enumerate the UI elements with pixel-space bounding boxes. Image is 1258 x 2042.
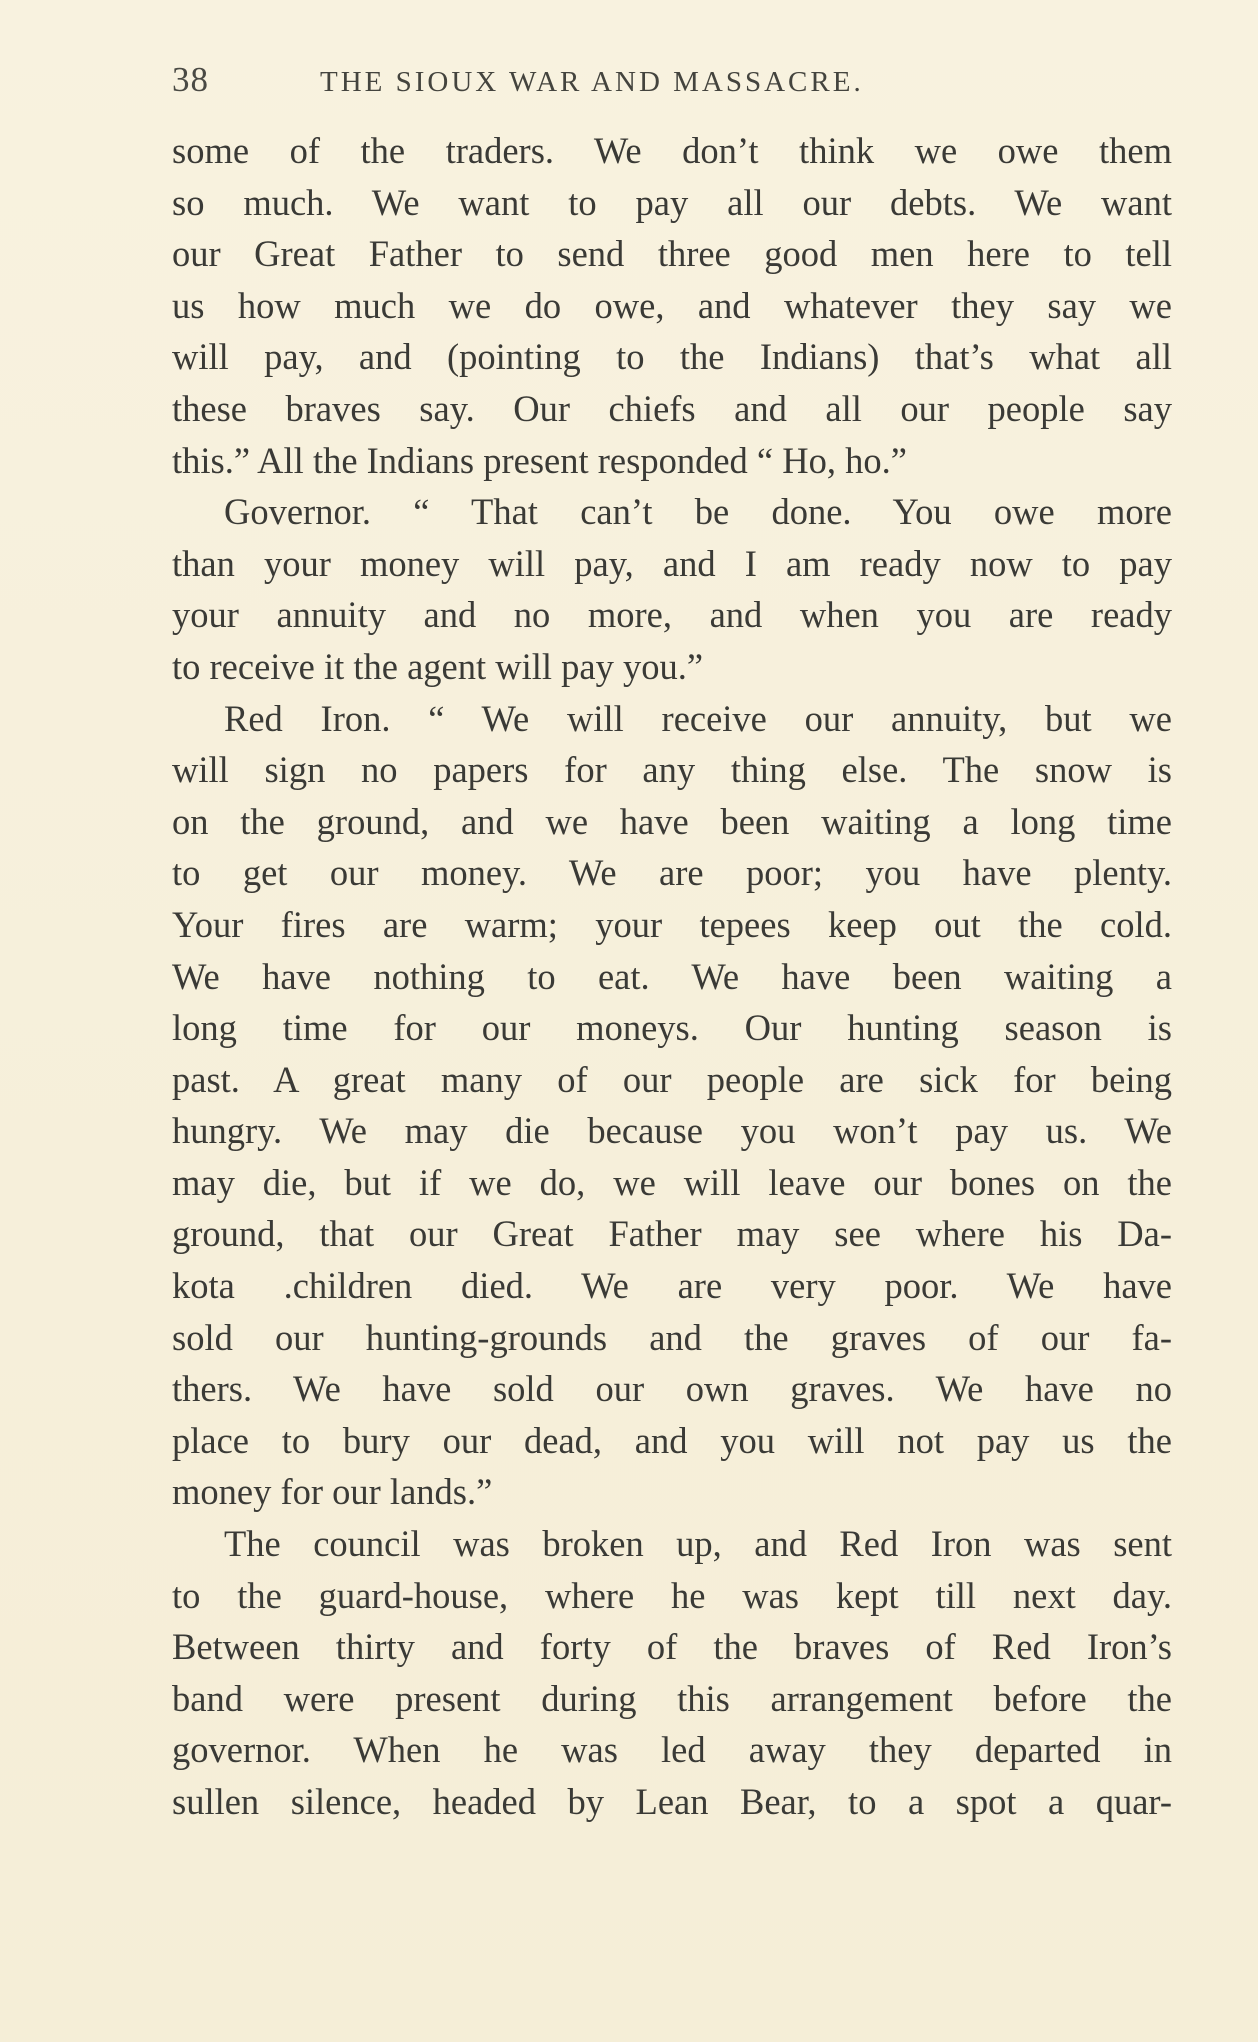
text-line: your annuity and no more, and when you are ready xyxy=(172,594,1172,636)
body-text xyxy=(172,125,1172,1828)
text-line: place to bury our dead, and you will not pay us the xyxy=(172,1419,1172,1461)
text-line: to the guard-house, where he was kept till next day. xyxy=(172,1574,1172,1616)
text-line: We have nothing to eat. We have been waiting a xyxy=(172,955,1172,997)
text-line: thers. We have sold our own graves. We have no xyxy=(172,1368,1172,1410)
text-line: money for our lands.” xyxy=(172,1471,493,1513)
page-number: 38 xyxy=(172,60,209,99)
text-line: Governor. “ That can’t be done. You owe more xyxy=(224,491,1172,533)
text-line: this.” All the Indians present responded “ Ho, ho.” xyxy=(172,439,907,481)
text-line: some of the traders. We don’t think we owe them xyxy=(172,130,1172,171)
text-line: governor. When he was led away they departed in xyxy=(172,1729,1172,1771)
text-line: past. A great many of our people are sick for being xyxy=(172,1058,1172,1100)
text-line: may die, but if we do, we will leave our bones on the xyxy=(172,1161,1172,1203)
text-line: sullen silence, headed by Lean Bear, to a spot a quar- xyxy=(172,1781,1172,1822)
text-line: band were present during this arrangement before the xyxy=(172,1677,1172,1719)
text-line: will sign no papers for any thing else. The snow is xyxy=(172,749,1172,791)
running-head xyxy=(172,60,1172,104)
text-line: The council was broken up, and Red Iron was sent xyxy=(224,1523,1172,1565)
text-line: ground, that our Great Father may see where his Da- xyxy=(172,1213,1172,1255)
text-line: us how much we do owe, and whatever they say we xyxy=(172,284,1172,326)
text-line: to get our money. We are poor; you have plenty. xyxy=(172,852,1172,894)
text-line: sold our hunting-grounds and the graves of our fa- xyxy=(172,1316,1172,1358)
text-line: long time for our moneys. Our hunting season is xyxy=(172,1007,1172,1049)
text-line: than your money will pay, and I am ready now to pay xyxy=(172,542,1172,584)
text-line: to receive it the agent will pay you.” xyxy=(172,645,704,687)
text-line: kota .children died. We are very poor. We have xyxy=(172,1265,1172,1307)
text-line: on the ground, and we have been waiting a long time xyxy=(172,800,1172,842)
text-line: will pay, and (pointing to the Indians) that’s what all xyxy=(172,336,1172,378)
text-line: Your fires are warm; your tepees keep out the cold. xyxy=(172,903,1172,945)
text-line: our Great Father to send three good men here to tell xyxy=(172,233,1172,275)
text-line: Red Iron. “ We will receive our annuity, but we xyxy=(224,697,1172,739)
text-line: these braves say. Our chiefs and all our people say xyxy=(172,387,1172,429)
text-line: hungry. We may die because you won’t pay us. We xyxy=(172,1110,1172,1152)
text-line: Between thirty and forty of the braves of Red Iron’s xyxy=(172,1626,1172,1668)
running-title: THE SIOUX WAR AND MASSACRE. xyxy=(320,66,864,98)
text-line: so much. We want to pay all our debts. We want xyxy=(172,181,1172,223)
